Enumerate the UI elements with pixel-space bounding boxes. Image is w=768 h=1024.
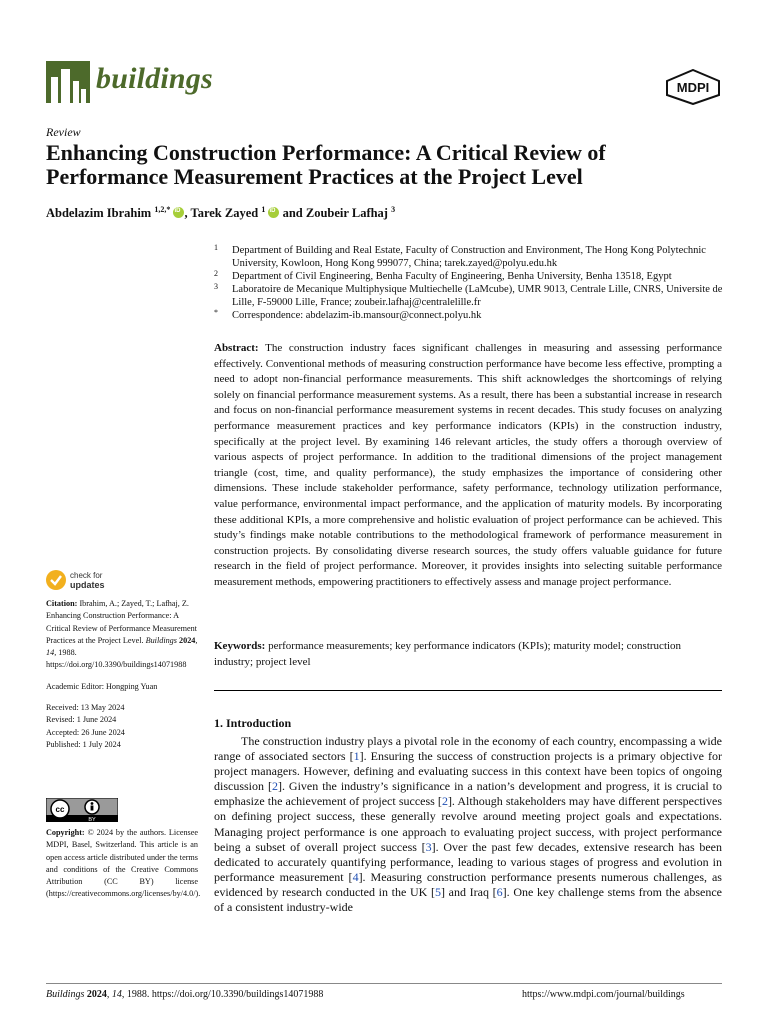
check-for-updates-button[interactable]	[46, 569, 126, 591]
body-text: ]. Given the industry’s significance in a nation’s development and progress, it is crucial to emphasize the achievement of project success [	[214, 779, 722, 809]
publisher-name: MDPI	[676, 80, 710, 95]
reference-link[interactable]: 2	[271, 779, 278, 794]
body-text: ]. One key challenge stems from the absence of a consistent industry-wide	[214, 884, 722, 915]
citation-volume: 14	[46, 648, 55, 658]
keywords	[214, 639, 722, 670]
affiliation-list	[214, 244, 726, 322]
citation-journal: Buildings	[145, 635, 177, 645]
author-separator: and	[279, 206, 306, 221]
footer-divider	[46, 983, 722, 984]
footer-journal-url[interactable]: https://www.mdpi.com/journal/buildings	[522, 989, 685, 1000]
author-separator: ,	[184, 206, 191, 221]
author-name[interactable]: Tarek Zayed	[190, 206, 259, 221]
received-date: Received: 13 May 2024	[46, 703, 125, 713]
abstract-label: Abstract:	[214, 342, 259, 354]
citation-text: Ibrahim, A.; Zayed, T.; Lafhaj, Z. Enhancing Construction Performance: A Critical Review of Performance Measurement Practices at the Project Level.	[46, 599, 197, 645]
keywords-text: performance measurements; key performance indicators (KPIs); maturity model; construction industry; project level	[214, 640, 682, 668]
body-text: ]. Ensuring the success of construction projects is a primary objective for project managers. However, defining and evaluating success in this context have been topics of ongoing discussion [	[214, 749, 722, 794]
check-updates-icon	[46, 570, 66, 590]
citation-label: Citation:	[46, 599, 78, 608]
reference-link[interactable]: 4	[352, 869, 359, 884]
body-text: ]. Although stakeholders may have different perspectives on defining project success, these generally revolve around meeting project goals and expectations. Managing project performance is one approach to evaluating project success, with project performance being a subset of overall project success [	[214, 794, 722, 854]
affiliation-text: Department of Civil Engineering, Benha Faculty of Engineering, Benha University, Benha 13518, Egypt	[232, 271, 672, 282]
copyright-label: Copyright:	[46, 828, 85, 837]
footer-doi-link[interactable]: 1988. https://doi.org/10.3390/buildings14071988	[126, 989, 324, 1000]
body-text: The construction industry plays a pivotal role in the economy of each country, encompassing a wide range of associated sectors [	[214, 734, 722, 764]
article-title: Enhancing Construction Performance: A Critical Review of Performance Measurement Practices at the Project Level	[46, 140, 606, 189]
affiliation-text: Laboratoire de Mecanique Multiphysique Multiechelle (LaMcube), UMR 9013, Centrale Lille, CNRS, Universite de Lille, F-59000 Lille, France; zoubeir.lafhaj@centralelille.fr	[232, 284, 723, 308]
orcid-icon[interactable]	[173, 207, 184, 218]
affiliation	[214, 244, 726, 270]
abstract	[214, 341, 722, 591]
cc-by-label: BY	[88, 817, 96, 822]
section-divider	[214, 690, 722, 691]
affiliation-text: Department of Building and Real Estate, Faculty of Construction and Environment, The Hong Kong Polytechnic University, Kowloon, Hong Kong 999077, China; tarek.zayed@polyu.edu.hk	[232, 245, 706, 269]
article-type: Review	[46, 125, 81, 139]
author-name[interactable]: Zoubeir Lafhaj	[305, 206, 388, 221]
footer-year: 2024	[86, 989, 107, 1000]
body-text: ]. Measuring construction performance presents numerous challenges, as evidenced by research conducted in the UK [	[214, 869, 722, 899]
affiliation-text: Correspondence: abdelazim-ib.mansour@connect.polyu.hk	[232, 310, 482, 321]
correspondence	[214, 309, 726, 322]
affiliation-number: 1	[214, 243, 218, 252]
article-info-sidebar	[46, 598, 198, 751]
author-list	[46, 205, 395, 221]
footer-volume: 14	[111, 989, 122, 1000]
reference-link[interactable]: 2	[441, 794, 448, 809]
footer-journal: Buildings	[46, 989, 85, 1000]
reference-link[interactable]: 6	[496, 884, 503, 899]
check-updates-label: updates	[70, 580, 105, 590]
body-text: ]. Over the past few decades, extensive research has been dedicated to accurately quantifying performance, leading to various stages of progress and evolution in performance measurement [	[214, 839, 722, 884]
reference-link[interactable]: 3	[425, 839, 432, 854]
reference-link[interactable]: 5	[434, 884, 441, 899]
citation-year: 2024	[179, 635, 196, 645]
svg-text:cc: cc	[55, 805, 65, 814]
introduction-paragraph	[214, 734, 722, 915]
keywords-label: Keywords:	[214, 640, 266, 652]
reference-link[interactable]: 1	[353, 749, 360, 764]
copyright-notice	[46, 827, 201, 901]
body-text: ] and Iraq [	[440, 884, 497, 899]
buildings-logo-icon	[46, 61, 90, 103]
author-affiliation-marker: 1	[261, 205, 266, 214]
section-heading: 1. Introduction	[214, 716, 292, 730]
citation-doi-link[interactable]: 1988. https://doi.org/10.3390/buildings14071988	[46, 648, 187, 670]
affiliation-number: 2	[214, 269, 218, 278]
orcid-icon[interactable]	[268, 207, 279, 218]
author-affiliation-marker: 1,2,*	[154, 205, 171, 214]
check-updates-label: check for	[70, 571, 103, 580]
article-dates	[46, 702, 198, 751]
abstract-text: The construction industry faces significant challenges in measuring and assessing performance effectively. Conventional methods of measuring construction performance have become less effective, prompting a need to adopt non-financial performance measurements. This shift acknowledges the shortcomings of relying solely on financial performance measurement systems. As a result, there has been a substantial increase in research and focus on non-financial performance measurement systems in recent decades. This study focuses on analyzing performance measurement practices and key performance indicators (KPIs) in the construction industry, specifically at the project level. By examining 146 relevant articles, the study offers a thorough overview of various aspects of project performance. In addition to the traditional dimensions of the project management triangle (cost, time, and quality performance), the study emphasizes the importance of considering other dimensions. These include stakeholder performance, safety performance, technology utilization performance, value performance, environmental impact performance, and the application of maturity models. By incorporating these additional KPIs, a more comprehensive and holistic evaluation of project performance can be achieved. This study’s findings make notable contributions to the methodological framework of performance measurement in construction projects. By consolidating diverse research sources, the study offers valuable guidance for future research in the field of project performance. Moreover, it provides insights into selecting suitable performance measurement methods, empowering practitioners to effectively assess and manage project performance.	[214, 342, 722, 588]
academic-editor: Academic Editor: Hongping Yuan	[46, 681, 158, 691]
published-date: Published: 1 July 2024	[46, 739, 121, 749]
journal-name: buildings	[96, 62, 213, 95]
author-affiliation-marker: 3	[391, 205, 396, 214]
author-name[interactable]: Abdelazim Ibrahim	[46, 206, 152, 221]
copyright-text: © 2024 by the authors. Licensee MDPI, Basel, Switzerland. This article is an open access article distributed under the terms and conditions of the Creative Commons Attribution (CC BY) license (https://creativecommons.org/licenses/by/4.0/).	[46, 828, 201, 899]
revised-date: Revised: 1 June 2024	[46, 715, 117, 725]
affiliation-number: 3	[214, 282, 218, 291]
cc-by-license-icon[interactable]	[46, 798, 118, 822]
affiliation	[214, 270, 726, 283]
footer-citation: Buildings 2024, 14, 1988. https://doi.org/10.3390/buildings14071988	[46, 989, 324, 1000]
affiliation-number: *	[214, 308, 218, 317]
mdpi-logo-icon	[664, 69, 722, 105]
affiliation	[214, 283, 726, 309]
accepted-date: Accepted: 26 June 2024	[46, 727, 125, 737]
citation: Citation: Ibrahim, A.; Zayed, T.; Lafhaj, Z. Enhancing Construction Performance: A Critical Review of Performance Measurement Practices at the Project Level. Buildings 2024, 14, 1988. https://doi.org/10.3390/buildings14071988	[46, 599, 198, 670]
